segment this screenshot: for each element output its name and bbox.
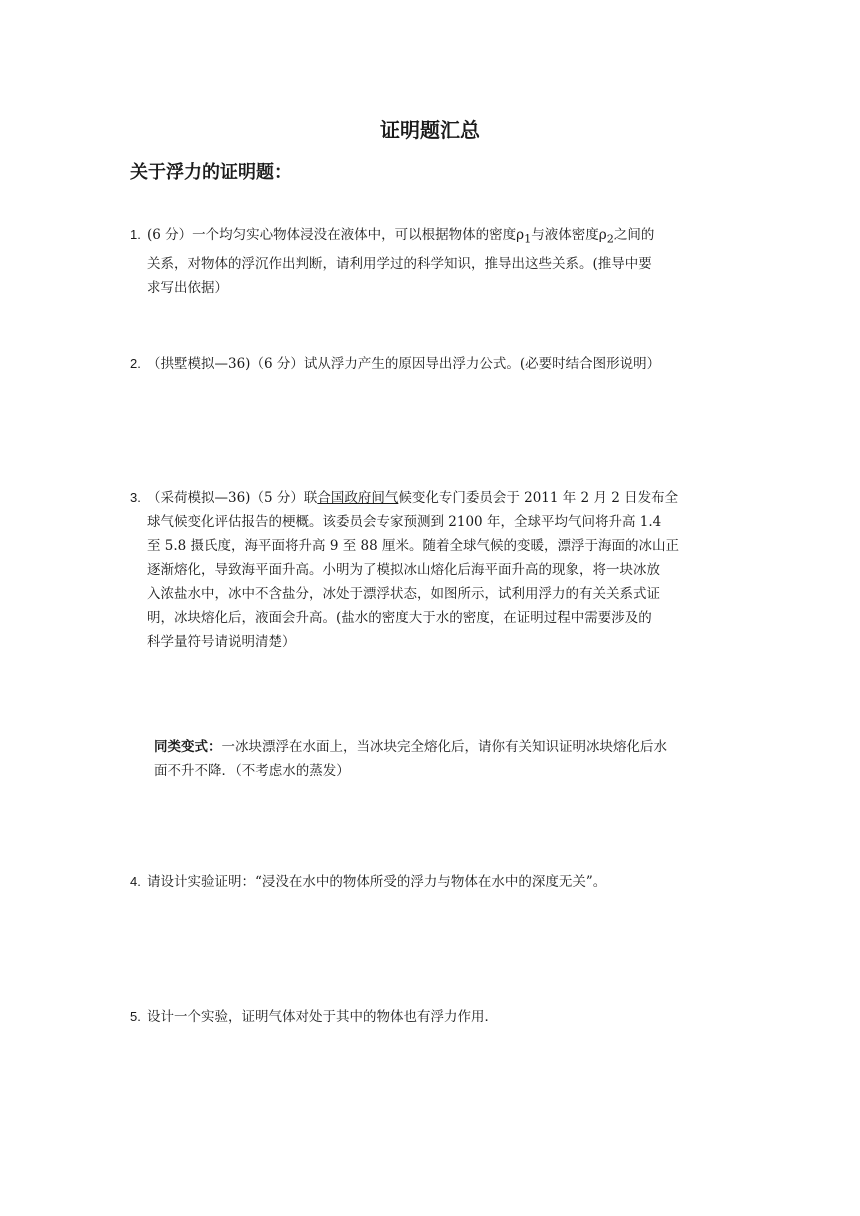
- variant-line: 面不升不降．（不考虑水的蒸发）: [154, 763, 350, 779]
- question-line: [147, 223, 732, 252]
- question-line: 设计一个实验，证明气体对处于其中的物体也有浮力作用．: [147, 1009, 498, 1025]
- question-text: [147, 870, 732, 894]
- variant-question: [154, 735, 732, 783]
- text-run: (6 分）一个均匀实心物体浸没在液体中，可以根据物体的密度ρ: [147, 227, 525, 243]
- question-number: 3.: [130, 490, 141, 505]
- question-number: 5.: [130, 1009, 141, 1024]
- question-line: （拱墅模拟—36)（6 分）试从浮力产生的原因导出浮力公式。(必要时结合图形说明）: [147, 356, 661, 372]
- question-line: 明，冰块熔化后，液面会升高。(盐水的密度大于水的密度，在证明过程中需要涉及的: [147, 610, 652, 626]
- section-heading: 关于浮力的证明题：: [130, 162, 292, 183]
- question-line: 求写出依据）: [147, 279, 228, 296]
- question-line: 请设计实验证明：“浸没在水中的物体所受的浮力与物体在水中的深度无关”。: [147, 874, 607, 890]
- text-run: 候变化专门委员会于 2011 年 2 月 2 日发布全: [398, 490, 679, 506]
- text-run: 之间的: [613, 227, 655, 243]
- question-text: [147, 352, 732, 376]
- question-4: [130, 870, 732, 894]
- question-1: [130, 223, 732, 300]
- text-run: 与液体密度ρ: [531, 227, 607, 243]
- question-number: 2.: [130, 356, 141, 371]
- question-2: [130, 352, 732, 376]
- question-3: [130, 486, 732, 654]
- question-line: 至 5.8 摄氏度，海平面将升高 9 至 88 厘米。随着全球气候的变暖，漂浮于海面的冰山正: [147, 538, 679, 554]
- question-line: 逐渐熔化，导致海平面升高。小明为了模拟冰山熔化后海平面升高的现象，将一块冰放: [147, 562, 660, 578]
- subscript: 1: [524, 232, 532, 246]
- text-run: 一冰块漂浮在水面上，当冰块完全熔化后，请你有关知识证明冰块熔化后水: [221, 739, 667, 755]
- subscript: 2: [606, 232, 614, 246]
- question-line: 关系，对物体的浮沉作出判断，请利用学过的科学知识，推导出这些关系。(推导中要: [147, 255, 652, 272]
- variant-line: [154, 735, 732, 759]
- variant-label: 同类变式：: [154, 739, 222, 755]
- question-text: [147, 1005, 732, 1029]
- question-number: 4.: [130, 874, 141, 889]
- question-number: 1.: [130, 227, 141, 242]
- question-line: 球气候变化评估报告的梗概。该委员会专家预测到 2100 年，全球平均气问将升高 1.4: [147, 514, 662, 530]
- question-text: [147, 486, 732, 654]
- question-5: [130, 1005, 732, 1029]
- question-line: 入浓盐水中，冰中不含盐分，冰处于漂浮状态，如图所示，试利用浮力的有关关系式证: [147, 586, 660, 602]
- question-line: 科学量符号请说明清楚）: [147, 634, 296, 650]
- question-line: [147, 486, 732, 510]
- text-run: （采荷模拟—36)（5 分）联: [147, 490, 318, 506]
- underlined-text: 合国政府间气: [317, 490, 399, 506]
- page-title: 证明题汇总: [380, 118, 480, 142]
- question-text: [147, 223, 732, 300]
